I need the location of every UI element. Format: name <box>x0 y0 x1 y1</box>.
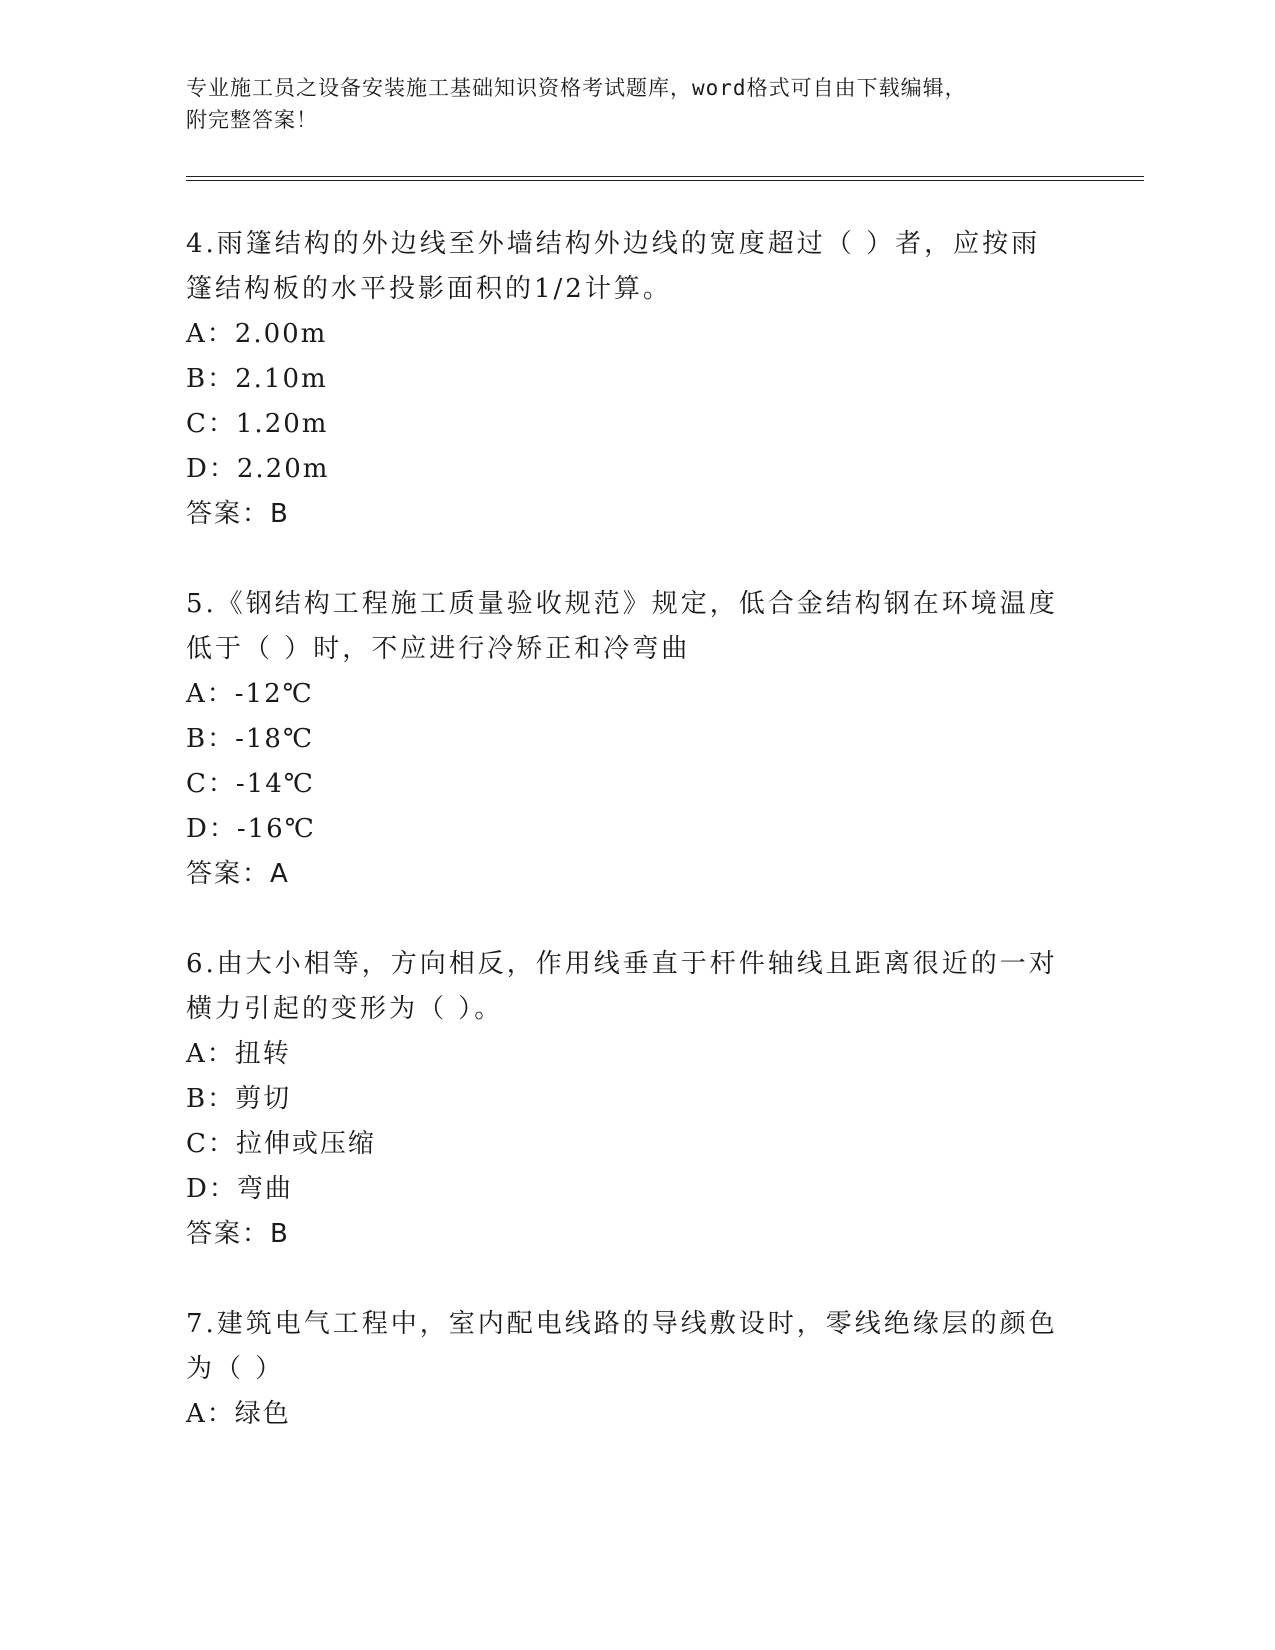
question-stem: 4.雨篷结构的外边线至外墙结构外边线的宽度超过（ ）者，应按雨篷结构板的水平投影面积的1/2计算。 <box>186 229 1041 304</box>
question-block <box>186 942 1066 1257</box>
option-b: B：2.10m <box>186 364 328 394</box>
question-stem: 5.《钢结构工程施工质量验收规范》规定，低合金结构钢在环境温度低于（ ）时，不应进行冷矫正和冷弯曲 <box>186 589 1058 664</box>
option-a: A：绿色 <box>186 1399 291 1429</box>
answer-line: 答案：A <box>186 859 290 889</box>
answer-line: 答案：B <box>186 499 290 529</box>
option-b: B：剪切 <box>186 1084 292 1114</box>
option-b: B：-18℃ <box>186 724 315 754</box>
option-a: A：-12℃ <box>186 679 314 709</box>
option-d: D：-16℃ <box>186 814 316 844</box>
question-block <box>186 1302 1066 1437</box>
question-block <box>186 582 1066 897</box>
question-stem: 7.建筑电气工程中，室内配电线路的导线敷设时，零线绝缘层的颜色为（ ） <box>186 1309 1058 1384</box>
option-c: C：拉伸或压缩 <box>186 1129 376 1159</box>
option-c: C：-14℃ <box>186 769 315 799</box>
option-a: A：扭转 <box>186 1039 291 1069</box>
option-a: A：2.00m <box>186 319 328 349</box>
option-c: C：1.20m <box>186 409 329 439</box>
question-block <box>186 222 1066 537</box>
answer-line: 答案：B <box>186 1219 290 1249</box>
document-header: 专业施工员之设备安装施工基础知识资格考试题库，word格式可自由下载编辑， 附完整答案！ <box>186 76 967 132</box>
header-divider <box>186 176 1144 181</box>
option-d: D：2.20m <box>186 454 330 484</box>
question-stem: 6.由大小相等，方向相反，作用线垂直于杆件轴线且距离很近的一对横力引起的变形为（ ）。 <box>186 949 1058 1024</box>
option-d: D：弯曲 <box>186 1174 293 1204</box>
